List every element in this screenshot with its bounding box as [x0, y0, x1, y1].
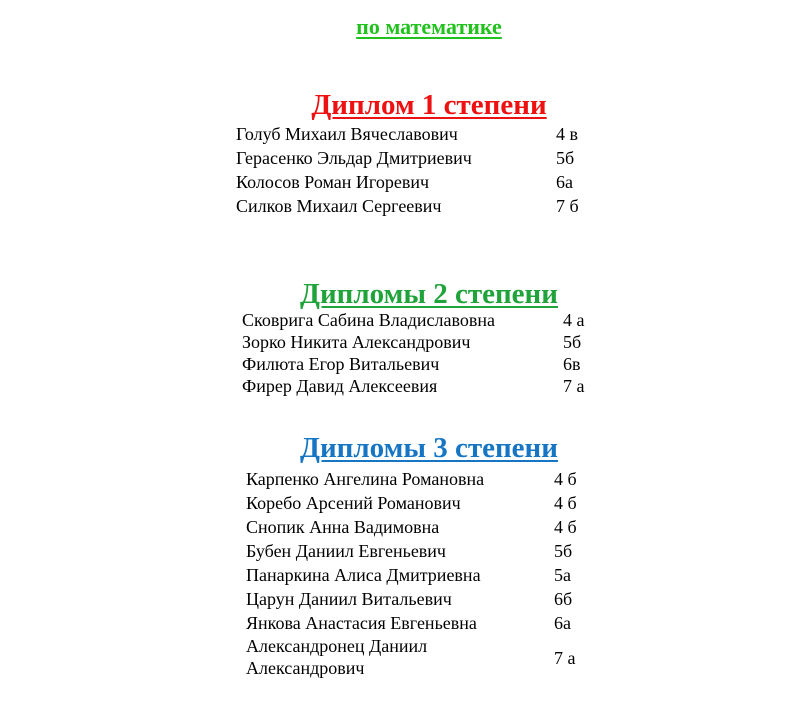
student-grade: 5б	[554, 541, 573, 561]
student-name: Бубен Даниил Евгеньевич	[246, 541, 446, 561]
student-name: Карпенко Ангелина Романовна	[246, 469, 485, 489]
student-name: Голуб Михаил Вячеславович	[236, 124, 458, 144]
student-grade: 5б	[556, 148, 575, 168]
diploma-3-heading: Дипломы 3 степени	[300, 432, 558, 464]
student-name: Фирер Давид Алексеевия	[242, 376, 438, 396]
student-grade: 6а	[554, 613, 571, 633]
student-name: Коребо Арсений Романович	[246, 493, 461, 513]
student-name: Зорко Никита Александрович	[242, 332, 471, 352]
student-grade: 5б	[563, 332, 582, 352]
student-grade: 6а	[556, 172, 573, 192]
student-name: Панаркина Алиса Дмитриевна	[246, 565, 481, 585]
diploma-2-heading: Дипломы 2 степени	[300, 278, 558, 310]
student-name: Филюта Егор Витальевич	[242, 354, 440, 374]
student-grade: 4 в	[556, 124, 578, 144]
student-grade: 4 б	[554, 517, 577, 537]
student-name: Снопик Анна Вадимовна	[246, 517, 440, 537]
student-name: Сковрига Сабина Владиславовна	[242, 310, 495, 330]
student-grade: 4 б	[554, 493, 577, 513]
subject-title: по математике	[356, 14, 502, 39]
student-grade: 7 а	[554, 648, 576, 668]
student-name: Герасенко Эльдар Дмитриевич	[236, 148, 472, 168]
student-grade: 4 б	[554, 469, 577, 489]
student-grade: 7 а	[563, 376, 585, 396]
diploma-1-heading: Диплом 1 степени	[311, 89, 547, 121]
student-name: Александронец Даниил Александрович	[246, 636, 428, 678]
student-grade: 7 б	[556, 196, 579, 216]
student-grade: 6б	[554, 589, 573, 609]
student-grade: 4 а	[563, 310, 585, 330]
student-grade: 6в	[563, 354, 581, 374]
student-name: Янкова Анастасия Евгеньевна	[246, 613, 477, 633]
student-grade: 5а	[554, 565, 571, 585]
student-name: Силков Михаил Сергеевич	[236, 196, 442, 216]
student-name: Царун Даниил Витальевич	[246, 589, 452, 609]
student-name: Колосов Роман Игоревич	[236, 172, 430, 192]
